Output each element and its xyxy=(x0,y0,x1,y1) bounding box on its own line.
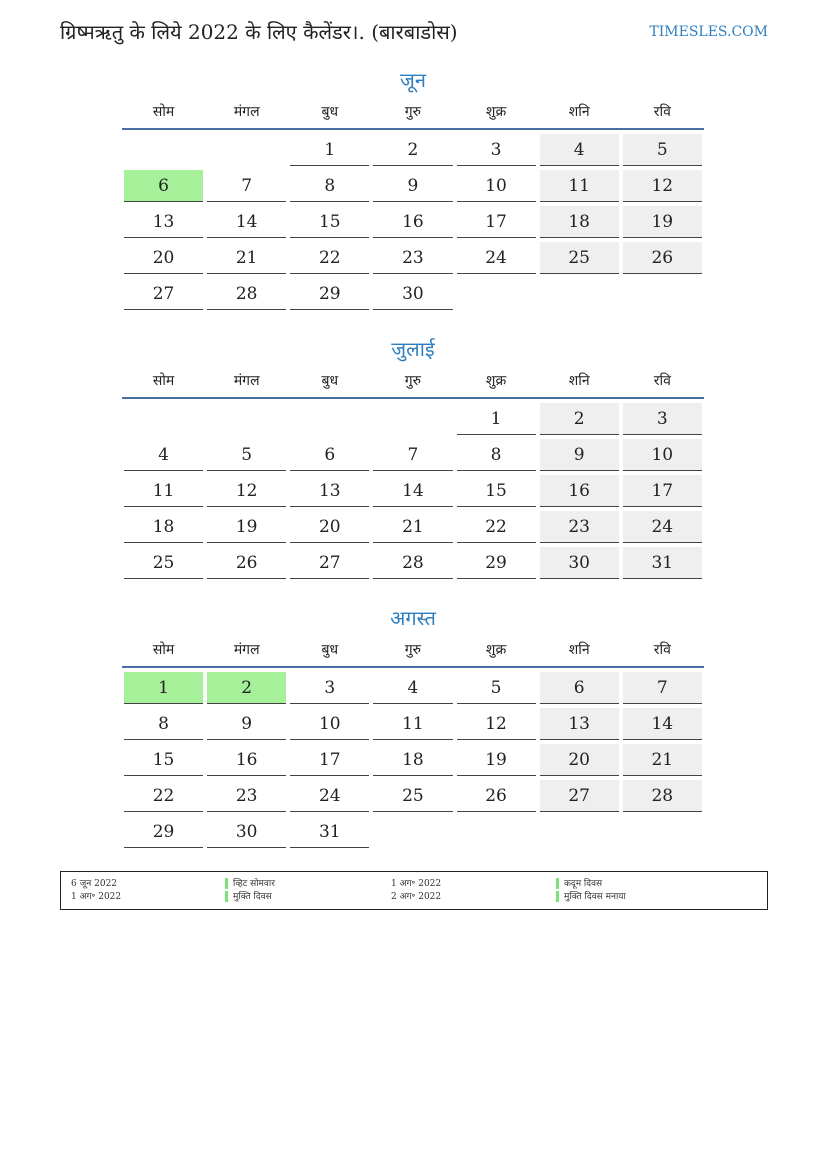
empty-cell xyxy=(205,134,288,170)
day-cell xyxy=(538,134,621,170)
weekday-sun: रवि xyxy=(653,373,671,389)
day-number: 5 xyxy=(207,439,286,471)
empty-cell xyxy=(122,134,205,170)
day-number: 18 xyxy=(124,511,203,543)
day-cell xyxy=(288,547,371,583)
month-july xyxy=(122,335,704,583)
day-number: 1 xyxy=(457,403,536,435)
day-number: 11 xyxy=(540,170,619,202)
day-number: 7 xyxy=(623,672,702,704)
day-cell xyxy=(371,511,454,547)
day-cell xyxy=(205,744,288,780)
day-cell xyxy=(538,170,621,206)
weekday-tue: मंगल xyxy=(233,642,260,658)
day-number: 12 xyxy=(623,170,702,202)
day-cell xyxy=(621,170,704,206)
day-number: 2 xyxy=(373,134,452,166)
day-cell xyxy=(371,278,454,314)
day-number: 25 xyxy=(124,547,203,579)
day-number: 5 xyxy=(623,134,702,166)
empty-cell xyxy=(288,403,371,439)
day-cell xyxy=(455,134,538,170)
day-number: 15 xyxy=(457,475,536,507)
day-number: 22 xyxy=(124,780,203,812)
day-number: 19 xyxy=(457,744,536,776)
day-number: 3 xyxy=(290,672,369,704)
day-number: 1 xyxy=(124,672,203,704)
day-number: 23 xyxy=(540,511,619,543)
month-august xyxy=(122,604,704,852)
day-cell xyxy=(621,206,704,242)
day-number: 10 xyxy=(623,439,702,471)
day-number: 1 xyxy=(290,134,369,166)
day-number: 28 xyxy=(623,780,702,812)
legend-date: 6 जून 2022 xyxy=(71,879,118,889)
day-cell xyxy=(122,278,205,314)
day-number: 9 xyxy=(373,170,452,202)
day-cell xyxy=(538,511,621,547)
day-number: 14 xyxy=(623,708,702,740)
day-cell xyxy=(371,672,454,708)
day-cell xyxy=(205,278,288,314)
day-number: 23 xyxy=(207,780,286,812)
day-number: 8 xyxy=(290,170,369,202)
weekday-sun: रवि xyxy=(653,104,671,120)
day-cell xyxy=(621,439,704,475)
day-number: 17 xyxy=(623,475,702,507)
day-cell xyxy=(538,547,621,583)
day-number: 16 xyxy=(540,475,619,507)
day-number: 14 xyxy=(207,206,286,238)
day-number: 11 xyxy=(124,475,203,507)
day-number: 18 xyxy=(373,744,452,776)
day-cell xyxy=(122,242,205,278)
holiday-day-cell xyxy=(205,672,288,708)
legend-date: 1 अग॰ 2022 xyxy=(391,879,442,889)
day-cell xyxy=(205,170,288,206)
weekday-sat: शनि xyxy=(568,373,590,389)
day-number: 2 xyxy=(207,672,286,704)
holiday-legend xyxy=(60,871,768,910)
weekday-wed: बुध xyxy=(321,373,339,389)
holiday-day-cell xyxy=(122,672,205,708)
month-title: जून xyxy=(400,68,426,92)
day-number: 30 xyxy=(207,816,286,848)
day-grid xyxy=(122,399,704,583)
day-cell xyxy=(288,475,371,511)
day-number: 16 xyxy=(373,206,452,238)
legend-marker xyxy=(225,878,228,889)
day-number: 21 xyxy=(623,744,702,776)
day-number: 6 xyxy=(290,439,369,471)
weekday-fri: शुक्र xyxy=(485,104,507,120)
day-number: 10 xyxy=(457,170,536,202)
day-cell xyxy=(288,134,371,170)
day-cell xyxy=(621,403,704,439)
day-cell xyxy=(538,439,621,475)
day-cell xyxy=(621,708,704,744)
day-cell xyxy=(621,475,704,511)
day-cell xyxy=(122,744,205,780)
day-number: 2 xyxy=(540,403,619,435)
day-number: 17 xyxy=(290,744,369,776)
day-cell xyxy=(538,780,621,816)
day-number: 20 xyxy=(124,242,203,274)
day-number: 26 xyxy=(457,780,536,812)
day-number: 4 xyxy=(124,439,203,471)
holiday-day-cell xyxy=(122,170,205,206)
day-number: 4 xyxy=(373,672,452,704)
day-number: 14 xyxy=(373,475,452,507)
day-cell xyxy=(122,708,205,744)
day-number: 28 xyxy=(373,547,452,579)
day-number: 8 xyxy=(124,708,203,740)
day-cell xyxy=(122,780,205,816)
weekday-header xyxy=(122,102,704,130)
day-number: 9 xyxy=(540,439,619,471)
empty-cell xyxy=(205,403,288,439)
month-title: अगस्त xyxy=(390,606,436,630)
day-cell xyxy=(288,242,371,278)
day-cell xyxy=(538,744,621,780)
weekday-mon: सोम xyxy=(152,642,175,658)
day-cell xyxy=(455,242,538,278)
day-cell xyxy=(538,206,621,242)
day-number: 9 xyxy=(207,708,286,740)
day-number: 30 xyxy=(373,278,452,310)
day-cell xyxy=(205,242,288,278)
day-cell xyxy=(205,439,288,475)
empty-cell xyxy=(122,403,205,439)
day-cell xyxy=(288,206,371,242)
day-number: 13 xyxy=(124,206,203,238)
day-cell xyxy=(371,744,454,780)
day-number: 4 xyxy=(540,134,619,166)
day-cell xyxy=(205,780,288,816)
day-cell xyxy=(205,708,288,744)
day-number: 16 xyxy=(207,744,286,776)
weekday-tue: मंगल xyxy=(233,104,260,120)
day-cell xyxy=(538,242,621,278)
day-number: 24 xyxy=(623,511,702,543)
day-cell xyxy=(371,134,454,170)
day-cell xyxy=(288,278,371,314)
weekday-sun: रवि xyxy=(653,642,671,658)
day-cell xyxy=(455,439,538,475)
weekday-thu: गुरु xyxy=(404,104,422,120)
day-number: 31 xyxy=(290,816,369,848)
legend-name: मुक्ति दिवस xyxy=(233,892,272,902)
day-cell xyxy=(538,708,621,744)
day-number: 27 xyxy=(124,278,203,310)
weekday-sat: शनि xyxy=(568,642,590,658)
legend-date: 1 अग॰ 2022 xyxy=(71,892,122,902)
day-number: 10 xyxy=(290,708,369,740)
weekday-wed: बुध xyxy=(321,104,339,120)
weekday-tue: मंगल xyxy=(233,373,260,389)
day-cell xyxy=(455,206,538,242)
weekday-header xyxy=(122,371,704,399)
day-cell xyxy=(538,672,621,708)
day-cell xyxy=(288,170,371,206)
weekday-thu: गुरु xyxy=(404,642,422,658)
day-number: 17 xyxy=(457,206,536,238)
day-grid xyxy=(122,668,704,852)
day-number: 13 xyxy=(290,475,369,507)
day-number: 27 xyxy=(290,547,369,579)
day-cell xyxy=(538,475,621,511)
day-cell xyxy=(371,170,454,206)
day-number: 15 xyxy=(124,744,203,776)
day-number: 6 xyxy=(540,672,619,704)
legend-name: व्हिट सोमवार xyxy=(233,879,275,889)
day-number: 25 xyxy=(373,780,452,812)
day-cell xyxy=(371,242,454,278)
day-cell xyxy=(205,511,288,547)
day-cell xyxy=(455,672,538,708)
day-number: 21 xyxy=(207,242,286,274)
day-cell xyxy=(621,672,704,708)
day-cell xyxy=(122,439,205,475)
day-cell xyxy=(621,547,704,583)
day-cell xyxy=(288,708,371,744)
day-number: 7 xyxy=(373,439,452,471)
day-cell xyxy=(455,780,538,816)
day-cell xyxy=(288,439,371,475)
day-number: 26 xyxy=(623,242,702,274)
day-cell xyxy=(621,134,704,170)
day-number: 19 xyxy=(623,206,702,238)
day-number: 29 xyxy=(457,547,536,579)
day-cell xyxy=(288,816,371,852)
day-cell xyxy=(455,511,538,547)
day-cell xyxy=(205,206,288,242)
day-cell xyxy=(455,475,538,511)
day-number: 3 xyxy=(623,403,702,435)
legend-name: कदूम दिवस xyxy=(564,879,603,889)
day-number: 5 xyxy=(457,672,536,704)
day-cell xyxy=(371,780,454,816)
day-number: 28 xyxy=(207,278,286,310)
legend-name: मुक्ति दिवस मनाया xyxy=(564,892,626,902)
day-number: 24 xyxy=(290,780,369,812)
page-title: ग्रिष्मऋतु के लिये 2022 के लिए कैलेंडर।. (बारबाडोस) xyxy=(60,20,458,44)
month-title: जुलाई xyxy=(391,337,435,361)
weekday-mon: सोम xyxy=(152,104,175,120)
day-cell xyxy=(288,780,371,816)
day-cell xyxy=(371,475,454,511)
day-number: 20 xyxy=(290,511,369,543)
day-number: 12 xyxy=(457,708,536,740)
site-link[interactable]: TIMESLES.COM xyxy=(649,24,768,40)
day-cell xyxy=(205,475,288,511)
legend-marker xyxy=(556,878,559,889)
day-number: 19 xyxy=(207,511,286,543)
day-number: 25 xyxy=(540,242,619,274)
legend-date: 2 अग॰ 2022 xyxy=(391,892,442,902)
weekday-thu: गुरु xyxy=(404,373,422,389)
day-cell xyxy=(288,672,371,708)
day-cell xyxy=(621,242,704,278)
day-number: 12 xyxy=(207,475,286,507)
day-number: 6 xyxy=(124,170,203,202)
day-number: 15 xyxy=(290,206,369,238)
day-cell xyxy=(288,511,371,547)
day-number: 3 xyxy=(457,134,536,166)
day-cell xyxy=(288,744,371,780)
day-cell xyxy=(455,170,538,206)
day-cell xyxy=(371,708,454,744)
day-number: 22 xyxy=(457,511,536,543)
day-number: 29 xyxy=(290,278,369,310)
day-cell xyxy=(122,206,205,242)
day-number: 24 xyxy=(457,242,536,274)
day-number: 29 xyxy=(124,816,203,848)
day-cell xyxy=(122,511,205,547)
day-cell xyxy=(455,708,538,744)
empty-cell xyxy=(371,403,454,439)
day-cell xyxy=(122,547,205,583)
day-cell xyxy=(371,547,454,583)
day-number: 27 xyxy=(540,780,619,812)
day-cell xyxy=(205,547,288,583)
day-number: 11 xyxy=(373,708,452,740)
weekday-header xyxy=(122,640,704,668)
month-june xyxy=(122,66,704,314)
day-cell xyxy=(621,780,704,816)
day-cell xyxy=(371,439,454,475)
day-number: 26 xyxy=(207,547,286,579)
weekday-fri: शुक्र xyxy=(485,373,507,389)
day-cell xyxy=(122,816,205,852)
day-number: 22 xyxy=(290,242,369,274)
day-number: 30 xyxy=(540,547,619,579)
day-number: 21 xyxy=(373,511,452,543)
day-cell xyxy=(122,475,205,511)
weekday-sat: शनि xyxy=(568,104,590,120)
day-number: 31 xyxy=(623,547,702,579)
day-cell xyxy=(621,744,704,780)
day-cell xyxy=(455,403,538,439)
legend-marker xyxy=(225,891,228,902)
day-number: 13 xyxy=(540,708,619,740)
weekday-mon: सोम xyxy=(152,373,175,389)
page-header xyxy=(60,18,768,48)
day-number: 23 xyxy=(373,242,452,274)
weekday-fri: शुक्र xyxy=(485,642,507,658)
day-number: 8 xyxy=(457,439,536,471)
weekday-wed: बुध xyxy=(321,642,339,658)
day-cell xyxy=(455,547,538,583)
day-cell xyxy=(621,511,704,547)
day-cell xyxy=(205,816,288,852)
day-number: 20 xyxy=(540,744,619,776)
legend-marker xyxy=(556,891,559,902)
day-cell xyxy=(455,744,538,780)
day-number: 18 xyxy=(540,206,619,238)
day-number: 7 xyxy=(207,170,286,202)
day-cell xyxy=(538,403,621,439)
day-grid xyxy=(122,130,704,314)
day-cell xyxy=(371,206,454,242)
